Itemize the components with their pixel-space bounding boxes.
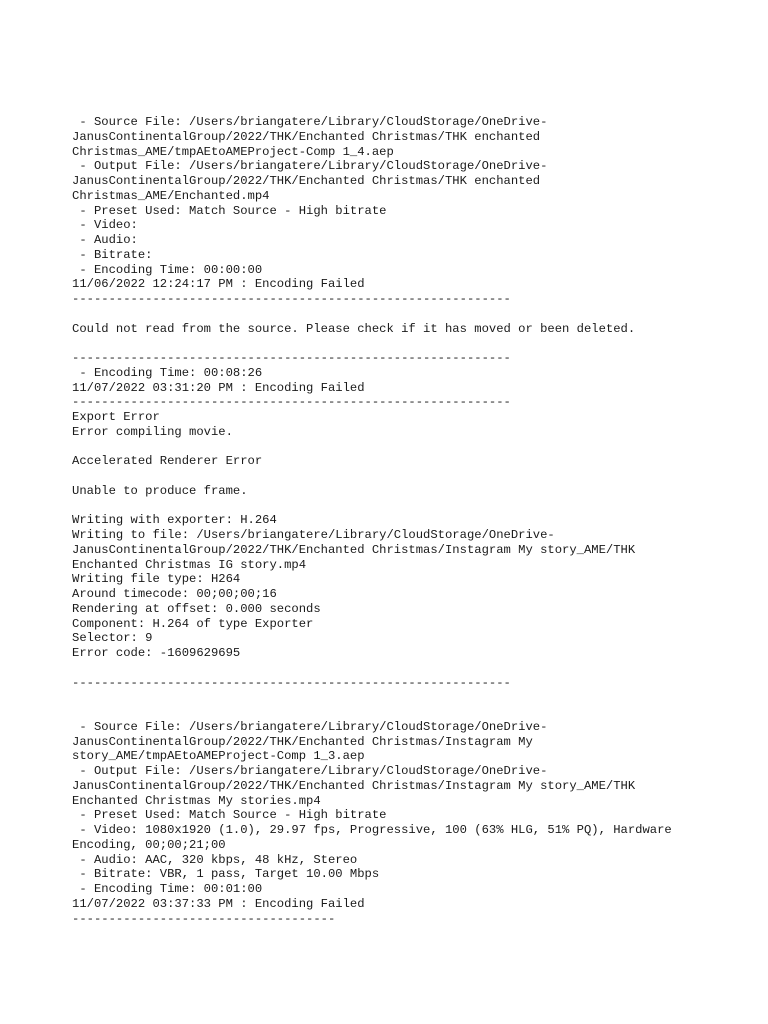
log-line: - Bitrate: <box>72 247 153 262</box>
log-line: ------------------------------------------------------------ <box>72 675 511 690</box>
log-document <box>72 115 752 926</box>
log-line: JanusContinentalGroup/2022/THK/Enchanted Christmas/Instagram My story_AME/THK <box>72 778 636 793</box>
log-line: Export Error <box>72 410 160 424</box>
log-line <box>72 336 752 351</box>
log-line: JanusContinentalGroup/2022/THK/Enchanted Christmas/THK enchanted <box>72 174 541 188</box>
log-line: - Preset Used: Match Source - High bitrate <box>72 808 387 823</box>
log-line: - Video: 1080x1920 (1.0), 29.97 fps, Progressive, 100 (63% HLG, 51% PQ), Hardware <box>72 823 672 837</box>
log-line: - Source File: /Users/briangatere/Library/CloudStorage/OneDrive- <box>72 719 548 734</box>
log-line: - Output File: /Users/briangatere/Library/CloudStorage/OneDrive- <box>72 764 548 778</box>
log-line: JanusContinentalGroup/2022/THK/Enchanted Christmas/Instagram My story_AME/THK <box>72 542 636 557</box>
log-line: - Source File: /Users/briangatere/Library/CloudStorage/OneDrive- <box>72 115 548 129</box>
log-line: Writing to file: /Users/briangatere/Library/CloudStorage/OneDrive- <box>72 528 555 542</box>
log-line: ------------------------------------------------------------ <box>72 351 511 365</box>
log-line: Christmas_AME/Enchanted.mp4 <box>72 188 270 203</box>
log-line: Selector: 9 <box>72 631 153 646</box>
log-line: Christmas_AME/tmpAEtoAMEProject-Comp 1_4.aep <box>72 144 394 159</box>
log-line: JanusContinentalGroup/2022/THK/Enchanted Christmas/Instagram My <box>72 734 533 749</box>
log-line: Error compiling movie. <box>72 424 233 439</box>
log-line: 11/07/2022 03:31:20 PM : Encoding Failed <box>72 380 365 395</box>
log-line: Unable to produce frame. <box>72 483 248 498</box>
log-line: JanusContinentalGroup/2022/THK/Enchanted Christmas/THK enchanted <box>72 129 541 144</box>
log-line <box>72 499 752 514</box>
log-line: - Output File: /Users/briangatere/Library/CloudStorage/OneDrive- <box>72 159 548 174</box>
log-line: Component: H.264 of type Exporter <box>72 616 314 631</box>
log-line: - Encoding Time: 00:08:26 <box>72 365 263 380</box>
log-line: Enchanted Christmas IG story.mp4 <box>72 557 307 572</box>
log-line: - Video: <box>72 218 138 233</box>
log-line: - Preset Used: Match Source - High bitrate <box>72 203 387 218</box>
log-line: - Bitrate: VBR, 1 pass, Target 10.00 Mbps <box>72 867 380 882</box>
log-line: 11/07/2022 03:37:33 PM : Encoding Failed <box>72 896 365 911</box>
log-line: ------------------------------------------------------------ <box>72 292 511 306</box>
log-line: Around timecode: 00;00;00;16 <box>72 587 277 601</box>
log-line: - Encoding Time: 00:01:00 <box>72 882 263 896</box>
log-line: - Audio: <box>72 233 138 247</box>
log-line: ------------------------------------------------------------ <box>72 395 511 410</box>
log-line: ------------------------------------ <box>72 911 336 926</box>
log-line: Accelerated Renderer Error <box>72 454 263 469</box>
log-line <box>72 469 752 484</box>
log-line: Enchanted Christmas My stories.mp4 <box>72 793 321 808</box>
log-line: Writing file type: H264 <box>72 572 241 587</box>
log-line <box>72 690 752 705</box>
log-line: - Audio: AAC, 320 kbps, 48 kHz, Stereo <box>72 852 358 867</box>
log-line: Writing with exporter: H.264 <box>72 513 277 528</box>
log-line <box>72 307 752 322</box>
log-line: 11/06/2022 12:24:17 PM : Encoding Failed <box>72 277 365 292</box>
log-line: - Encoding Time: 00:00:00 <box>72 262 263 277</box>
log-line <box>72 440 752 455</box>
log-line <box>72 661 752 676</box>
log-line: Encoding, 00;00;21;00 <box>72 837 226 852</box>
log-line: Rendering at offset: 0.000 seconds <box>72 601 321 616</box>
log-line: Error code: -1609629695 <box>72 646 241 660</box>
log-line: Could not read from the source. Please check if it has moved or been deleted. <box>72 321 636 336</box>
log-line: story_AME/tmpAEtoAMEProject-Comp 1_3.aep <box>72 749 365 764</box>
log-line <box>72 705 752 720</box>
